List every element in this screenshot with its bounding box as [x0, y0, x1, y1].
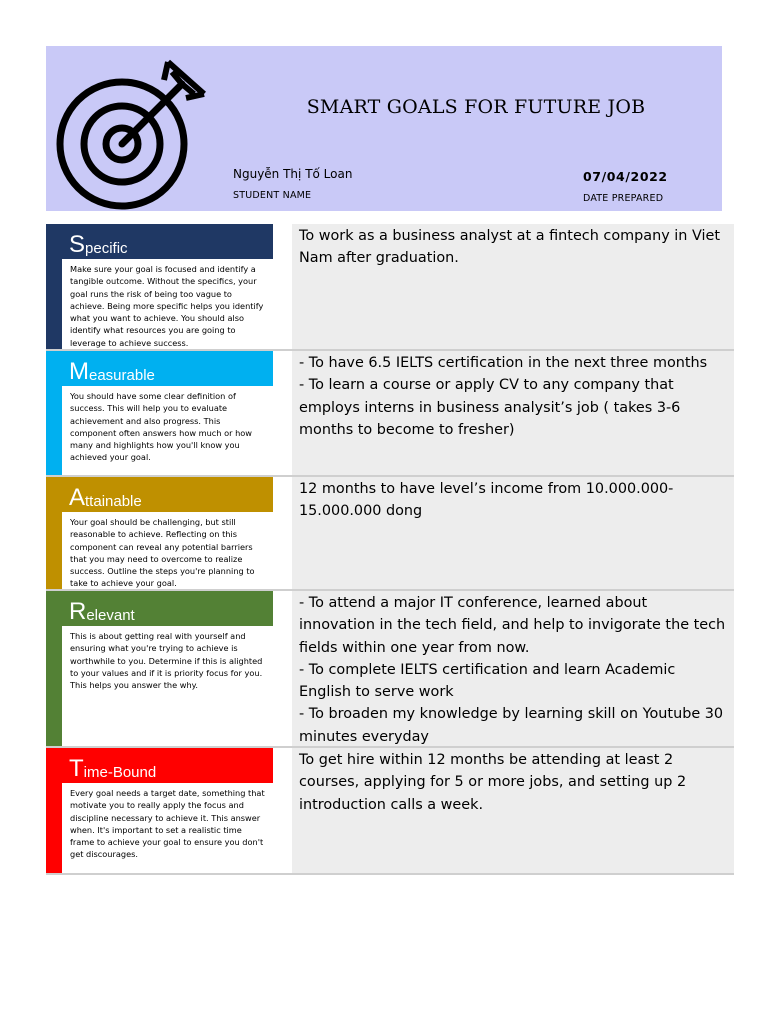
- banner-rest: pecific: [85, 240, 128, 257]
- content-line: - To complete IELTS certification and learn Academic English to serve work: [299, 661, 676, 701]
- label-cell-timebound: [62, 748, 273, 873]
- banner-letter: T: [69, 755, 84, 782]
- label-cell-relevant: [62, 591, 273, 746]
- content-relevant: [292, 591, 734, 746]
- student-name-caption: STUDENT NAME: [233, 190, 312, 201]
- description-attainable: Your goal should be challenging, but still reasonable to achieve. Reflecting on this component can reveal any potential barriers that you may need to overcome to realize success. Outline the steps you're planning to take to achieve your goal.: [70, 517, 255, 589]
- target-arrow-icon: [56, 50, 206, 210]
- description-measurable: You should have some clear definition of success. This will help you to evaluate achievement and also progress. This component often answers how much or how many and highlights how you'll know you achieved your goal.: [70, 391, 252, 463]
- banner-letter: M: [69, 358, 89, 385]
- content-line: - To have 6.5 IELTS certification in the next three months: [299, 355, 708, 371]
- banner-relevant: [62, 591, 273, 626]
- banner-rest: ime-Bound: [83, 764, 157, 781]
- content-timebound: [292, 748, 734, 873]
- row-relevant: [46, 591, 734, 748]
- date-field: [583, 169, 668, 204]
- row-attainable: [46, 477, 734, 591]
- date-value: 07/04/2022: [583, 169, 668, 184]
- label-cell-measurable: [62, 351, 273, 475]
- description-relevant: This is about getting real with yourself and ensuring what you're trying to achieve is worthwhile to you. Determine if this is alighted to your values and if it is priority focus for you. This helps you answer the why.: [70, 631, 263, 691]
- banner-rest: easurable: [89, 367, 155, 384]
- banner-rest: elevant: [86, 607, 135, 624]
- content-line: To get hire within 12 months be attending at least 2 courses, applying for 5 or more jobs, and setting up 2 introduction calls a week.: [299, 752, 687, 813]
- banner-timebound: [62, 748, 273, 783]
- banner-specific: [62, 224, 273, 259]
- header-banner: [46, 46, 722, 211]
- row-specific: [46, 224, 734, 351]
- banner-rest: ttainable: [85, 493, 142, 510]
- stripe-specific: [46, 224, 62, 349]
- label-cell-specific: [62, 224, 273, 349]
- label-cell-attainable: [62, 477, 273, 589]
- student-name-field: [233, 167, 352, 201]
- stripe-relevant: [46, 591, 62, 746]
- banner-attainable: [62, 477, 273, 512]
- content-line: - To learn a course or apply CV to any company that employs interns in business analysit’s job ( takes 3-6 months to become to fresher): [299, 377, 681, 438]
- stripe-measurable: [46, 351, 62, 475]
- student-name-value: Nguyễn Thị Tố Loan: [233, 167, 353, 181]
- date-caption: DATE PREPARED: [583, 193, 664, 204]
- banner-letter: R: [69, 598, 87, 625]
- row-timebound: [46, 748, 734, 875]
- content-measurable: [292, 351, 734, 475]
- content-line: - To attend a major IT conference, learned about innovation in the tech field, and help to invigorate the tech fields within one year from now.: [299, 595, 726, 656]
- banner-letter: A: [69, 484, 86, 511]
- page-title: SMART GOALS FOR FUTURE JOB: [306, 96, 646, 118]
- description-timebound: Every goal needs a target date, something that motivate you to really apply the focus and discipline necessary to achieve it. This answer when. It's important to set a realistic time frame to achieve your goal to ensure you don't get discourages.: [70, 788, 265, 860]
- smart-goals-table: [46, 224, 734, 875]
- content-line: - To broaden my knowledge by learning skill on Youtube 30 minutes everyday: [299, 706, 724, 745]
- content-line: To work as a business analyst at a fintech company in Viet Nam after graduation.: [299, 228, 721, 267]
- row-measurable: [46, 351, 734, 477]
- stripe-attainable: [46, 477, 62, 589]
- content-specific: [292, 224, 734, 349]
- description-specific: Make sure your goal is focused and identify a tangible outcome. Without the specifics, your goal runs the risk of being too vague to achieve. Being more specific helps you identify what you want to achieve. You should also identify what resources you are going to leverage to achieve success.: [70, 264, 264, 348]
- content-line: 12 months to have level’s income from 10.000.000-15.000.000 dong: [299, 481, 674, 520]
- banner-letter: S: [69, 231, 86, 258]
- content-attainable: [292, 477, 734, 589]
- stripe-timebound: [46, 748, 62, 873]
- banner-measurable: [62, 351, 273, 386]
